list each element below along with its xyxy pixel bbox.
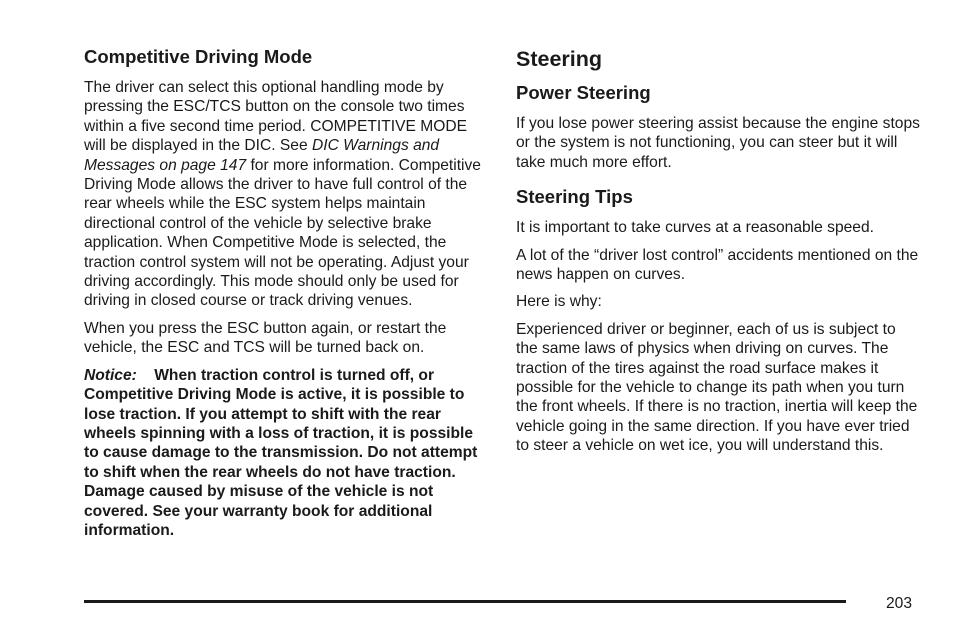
power-steering-paragraph: If you lose power steering assist because the engine stops or the system is not functioning, you can steer but it will take much more effort. [516, 115, 920, 171]
steering-tips-paragraph-1: It is important to take curves at a reasonable speed. [516, 219, 874, 237]
steering-tips-paragraph-2: A lot of the “driver lost control” accidents mentioned on the news happen on curves. [516, 246, 919, 284]
subsection-title-power-steering: Power Steering [516, 82, 651, 103]
steering-tips-paragraph-4: Experienced driver or beginner, each of us is subject to the same laws of physics when driving on curves. The traction of the tires against the road surface makes it possible for the vehicle to change its path when you turn the front wheels. If there is no traction, inertia will keep the vehicle going in the same direction. If you have ever tried to steer a vehicle on wet ice, you will understand this. [516, 320, 918, 455]
footer-rule [84, 600, 846, 603]
competitive-mode-paragraph [84, 78, 488, 311]
paragraph-text: The driver can select this optional handling mode by pressing the ESC/TCS button on the console two times within a five second time period. COMPETITIVE MODE will be displayed in the DIC. See [84, 79, 468, 155]
right-column [516, 46, 920, 464]
section-title-competitive-driving-mode: Competitive Driving Mode [84, 46, 313, 67]
chapter-title-steering: Steering [516, 47, 603, 71]
page-number: 203 [886, 595, 913, 612]
left-column [84, 46, 488, 548]
notice-text: When traction control is turned off, or Competitive Driving Mode is active, it is possible to lose traction. If you attempt to shift with the rear wheels spinning with a loss of traction, it is possible to cause damage to the transmission. Do not attempt to shift when the rear wheels do not have traction. Damage caused by misuse of the vehicle is not covered. See your warranty book for additional information. [84, 366, 478, 539]
cross-reference-link: DIC Warnings and Messages on page 147 [84, 137, 440, 174]
steering-tips-paragraph-3: Here is why: [516, 293, 602, 311]
paragraph-text: for more information. Competitive Driving Mode allows the driver to have full control of the rear wheels while the ESC system helps maintain directional control of the vehicle by selective brake application. When Competitive Mode is selected, the traction control system will not be operating. Adjust your driving accordingly. This mode should only be used for driving in closed course or track driving venues. [84, 156, 481, 310]
subsection-title-steering-tips: Steering Tips [516, 186, 633, 208]
esc-restart-paragraph: When you press the ESC button again, or restart the vehicle, the ESC and TCS will be turned back on. [84, 319, 447, 357]
notice-label: Notice: [84, 366, 137, 384]
notice-paragraph [84, 366, 488, 541]
